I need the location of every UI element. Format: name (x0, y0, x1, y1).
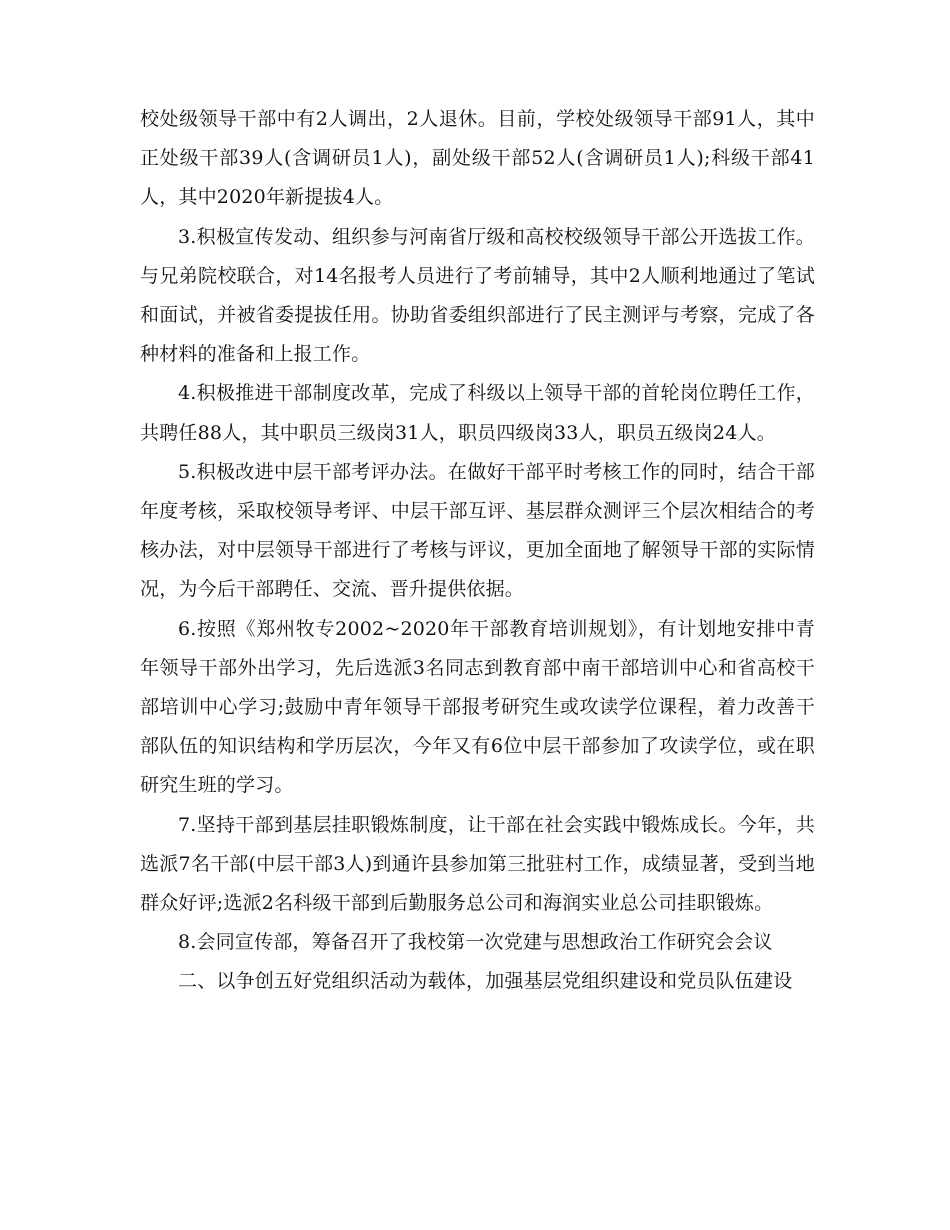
paragraph-continuation: 校处级领导干部中有2人调出，2人退休。目前，学校处级领导干部91人，其中正处级干部39人(含调研员1人)，副处级干部52人(含调研员1人);科级干部41人，其中2020年新提拔4人。 (140, 108, 815, 209)
paragraph-item-8: 8.会同宣传部，筹备召开了我校第一次党建与思想政治工作研究会会议 (178, 931, 773, 954)
paragraph-item-3: 3.积极宣传发动、组织参与河南省厅级和高校校级领导干部公开选拔工作。与兄弟院校联合，对14名报考人员进行了考前辅导，其中2人顺利地通过了笔试和面试，并被省委提拔任用。协助省委组织部进行了民主测评与考察，完成了各种材料的准备和上报工作。 (140, 225, 815, 366)
paragraph-item-6: 6.按照《郑州牧专2002~2020年干部教育培训规划》，有计划地安排中青年领导干部外出学习，先后选派3名同志到教育部中南干部培训中心和省高校干部培训中心学习;鼓励中青年领导干部报考研究生或攻读学位课程，着力改善干部队伍的知识结构和学历层次，今年又有6位中层干部参加了攻读学位，或在职研究生班的学习。 (140, 617, 815, 797)
paragraph-item-7: 7.坚持干部到基层挂职锻炼制度，让干部在社会实践中锻炼成长。今年，共选派7名干部(中层干部3人)到通许县参加第三批驻村工作，成绩显著，受到当地群众好评;选派2名科级干部到后勤服务总公司和海润实业总公司挂职锻炼。 (140, 813, 815, 915)
paragraph-item-5: 5.积极改进中层干部考评办法。在做好干部平时考核工作的同时，结合干部年度考核，采取校领导考评、中层干部互评、基层群众测评三个层次相结合的考核办法，对中层领导干部进行了考核与评议，更加全面地了解领导干部的实际情况，为今后干部聘任、交流、晋升提供依据。 (140, 460, 815, 601)
document-body (140, 100, 815, 1002)
paragraph-item-4: 4.积极推进干部制度改革，完成了科级以上领导干部的首轮岗位聘任工作，共聘任88人，其中职员三级岗31人，职员四级岗33人，职员五级岗24人。 (140, 382, 815, 444)
section-heading-two: 二、以争创五好党组织活动为载体，加强基层党组织建设和党员队伍建设 (178, 970, 793, 993)
